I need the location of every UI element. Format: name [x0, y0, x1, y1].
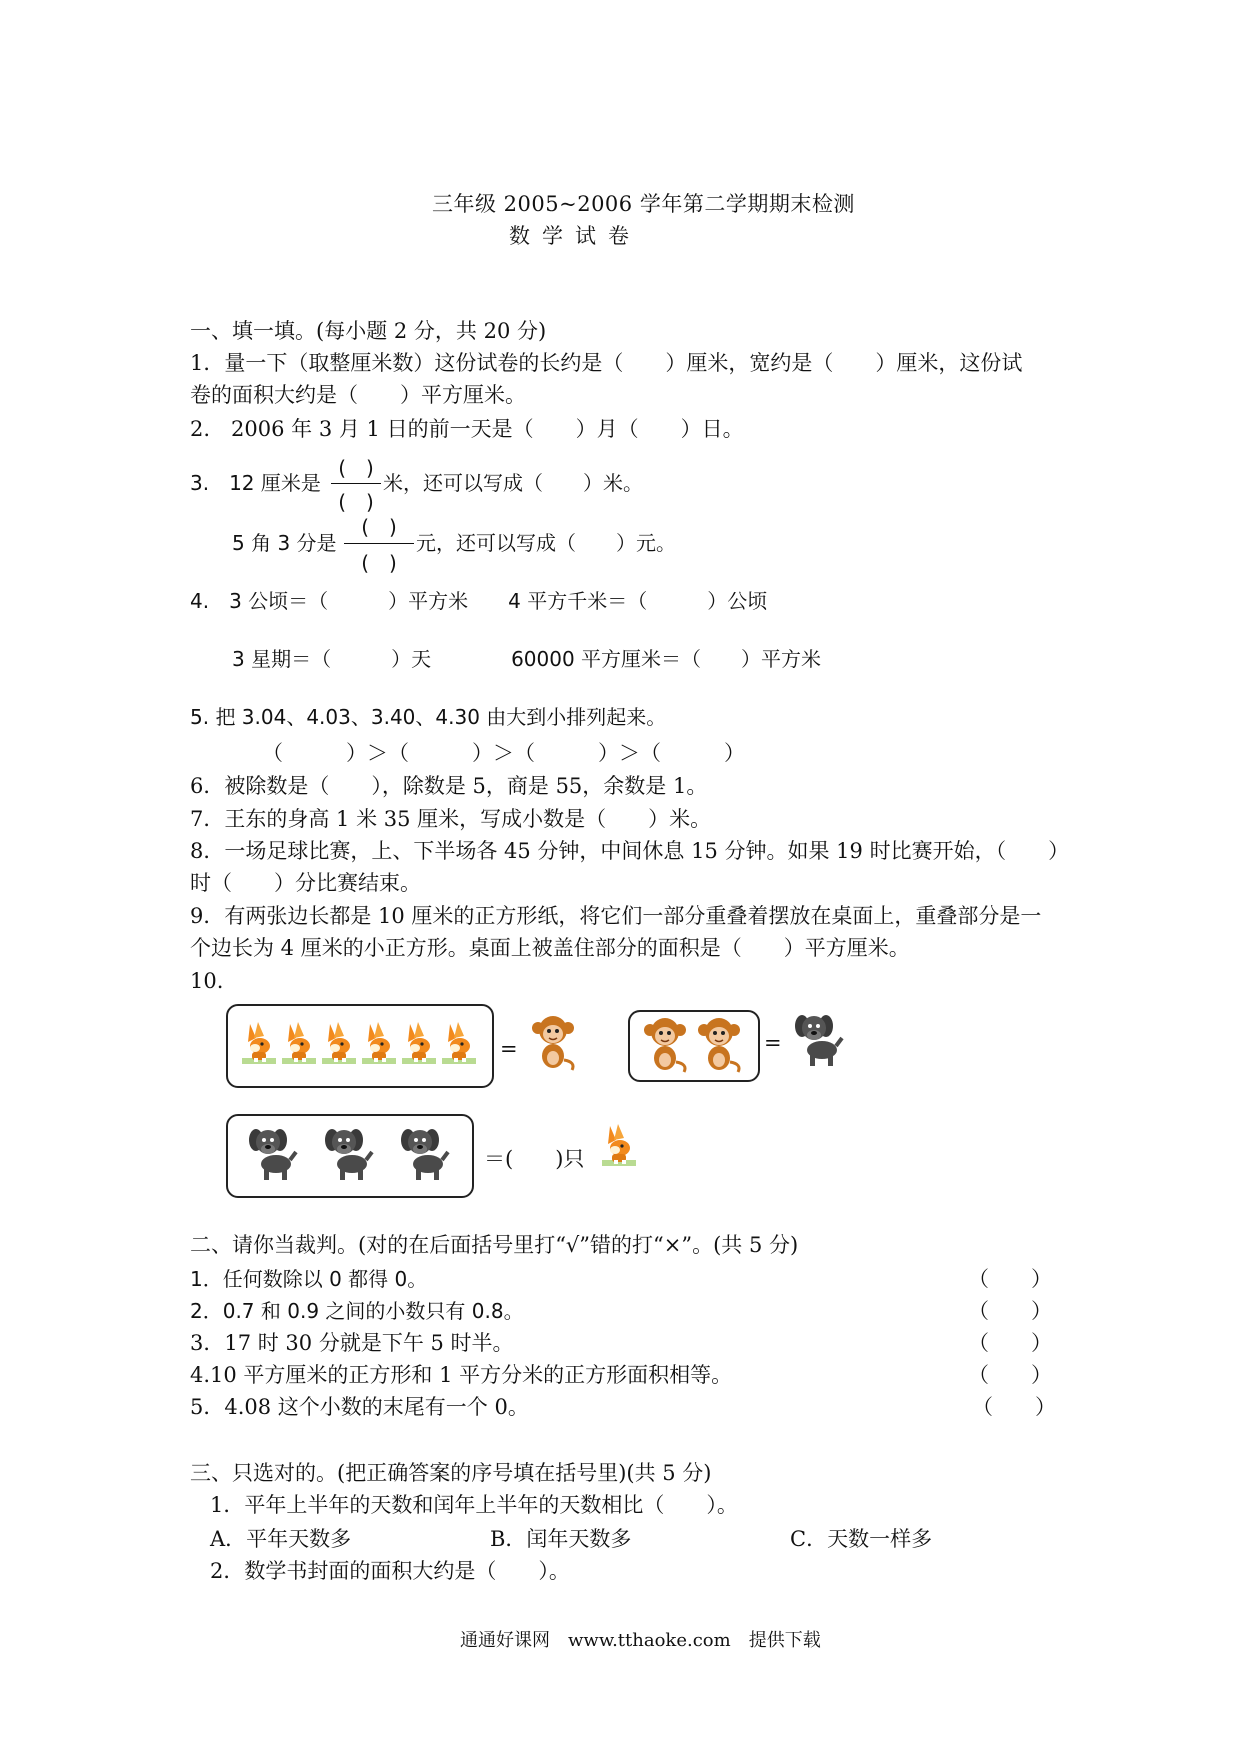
- fraction-bar: [331, 483, 381, 484]
- question-1-line1: 1．量一下（取整厘米数）这份试卷的长约是（ ）厘米，宽约是（ ）厘米，这份试: [190, 351, 1023, 375]
- judge-answer-4[interactable]: （ ）: [968, 1363, 1052, 1387]
- judge-item-5: 5．4.08 这个小数的末尾有一个 0。: [190, 1395, 529, 1419]
- fox-icon: [600, 1122, 640, 1170]
- exam-title: 三年级 2005~2006 学年第二学期期末检测: [432, 192, 855, 216]
- exam-subtitle: 数学试卷: [509, 224, 641, 248]
- fraction-blank-yuan: [344, 511, 414, 575]
- question-9-line1: 9．有两张边长都是 10 厘米的正方形纸，将它们一部分重叠着摆放在桌面上，重叠部分是一: [190, 904, 1042, 928]
- fox-icon: [400, 1020, 440, 1068]
- judge-item-3: 3．17 时 30 分就是下午 5 时半。: [190, 1331, 514, 1355]
- question-10-answer: ＝( )只: [484, 1147, 585, 1171]
- dog-icon: [320, 1124, 376, 1184]
- choice-question-1: 1．平年上半年的天数和闰年上半年的天数相比（ ）。: [210, 1493, 738, 1517]
- fox-icon: [240, 1020, 280, 1068]
- equals-sign: =: [764, 1031, 782, 1055]
- question-9-line2: 个边长为 4 厘米的小正方形。桌面上被盖住部分的面积是（ ）平方厘米。: [190, 936, 910, 960]
- fox-icon: [320, 1020, 360, 1068]
- dog-icon: [244, 1124, 300, 1184]
- question-6: 6．被除数是（ ），除数是 5，商是 55，余数是 1。: [190, 774, 708, 798]
- question-5: 5. 把 3.04、4.03、3.40、4.30 由大到小排列起来。: [190, 705, 667, 729]
- judge-item-4: 4.10 平方厘米的正方形和 1 平方分米的正方形面积相等。: [190, 1363, 733, 1387]
- choice-option-b[interactable]: B．闰年天数多: [490, 1527, 632, 1551]
- judge-item-1: 1．任何数除以 0 都得 0。: [190, 1267, 428, 1291]
- judge-item-2: 2．0.7 和 0.9 之间的小数只有 0.8。: [190, 1299, 524, 1323]
- fox-icon: [440, 1020, 480, 1068]
- fraction-bar: [344, 543, 414, 544]
- question-4a: 4. 3 公顷＝（ ）平方米 4 平方千米＝（ ）公顷: [190, 589, 768, 613]
- monkey-icon: [640, 1014, 690, 1076]
- choice-question-2: 2．数学书封面的面积大约是（ ）。: [210, 1559, 570, 1583]
- equals-sign: =: [500, 1037, 518, 1061]
- question-5-order: （ ）＞（ ）＞（ ）＞（ ）: [262, 741, 745, 765]
- question-3b-suffix: 元，还可以写成（ ）元。: [416, 531, 676, 555]
- fox-icon: [360, 1020, 400, 1068]
- numerator-blank: ( ): [338, 456, 374, 480]
- numerator-blank: ( ): [361, 515, 397, 539]
- section1-heading: 一、填一填。(每小题 2 分，共 20 分): [190, 319, 547, 343]
- question-4b: 3 星期＝（ ）天 60000 平方厘米＝（ ）平方米: [232, 647, 822, 671]
- question-7: 7．王东的身高 1 米 35 厘米，写成小数是（ ）米。: [190, 807, 712, 831]
- monkey-icon: [694, 1014, 744, 1076]
- footer-download-note: 通通好课网 www.tthaoke.com 提供下载: [460, 1630, 821, 1651]
- judge-answer-2[interactable]: （ ）: [968, 1299, 1052, 1323]
- question-8-line1: 8．一场足球比赛，上、下半场各 45 分钟，中间休息 15 分钟。如果 19 时比赛开始，（ ）: [190, 839, 1070, 863]
- question-2: 2. 2006 年 3 月 1 日的前一天是（ ）月（ ）日。: [190, 417, 744, 441]
- judge-answer-5[interactable]: （ ）: [972, 1395, 1056, 1419]
- question-8-line2: 时（ ）分比赛结束。: [190, 871, 421, 895]
- dog-icon: [396, 1124, 452, 1184]
- monkey-icon: [528, 1012, 578, 1074]
- section3-heading: 三、只选对的。(把正确答案的序号填在括号里)(共 5 分): [190, 1461, 712, 1485]
- section2-heading: 二、请你当裁判。(对的在后面括号里打“√”错的打“×”。(共 5 分): [190, 1233, 799, 1257]
- choice-option-c[interactable]: C．天数一样多: [790, 1527, 933, 1551]
- choice-option-a[interactable]: A．平年天数多: [210, 1527, 352, 1551]
- question-1-line2: 卷的面积大约是（ ）平方厘米。: [190, 383, 526, 407]
- judge-answer-1[interactable]: （ ）: [968, 1267, 1052, 1291]
- question-3a-suffix: 米，还可以写成（ ）米。: [383, 471, 643, 495]
- fox-icon: [280, 1020, 320, 1068]
- fraction-blank-cm: [331, 452, 381, 514]
- denominator-blank: ( ): [338, 490, 374, 514]
- dog-icon: [790, 1010, 846, 1070]
- judge-answer-3[interactable]: （ ）: [968, 1331, 1052, 1355]
- denominator-blank: ( ): [361, 551, 397, 575]
- question-3a-prefix: 3. 12 厘米是: [190, 471, 321, 495]
- question-3b-prefix: 5 角 3 分是: [232, 531, 337, 555]
- question-10-label: 10.: [190, 969, 224, 993]
